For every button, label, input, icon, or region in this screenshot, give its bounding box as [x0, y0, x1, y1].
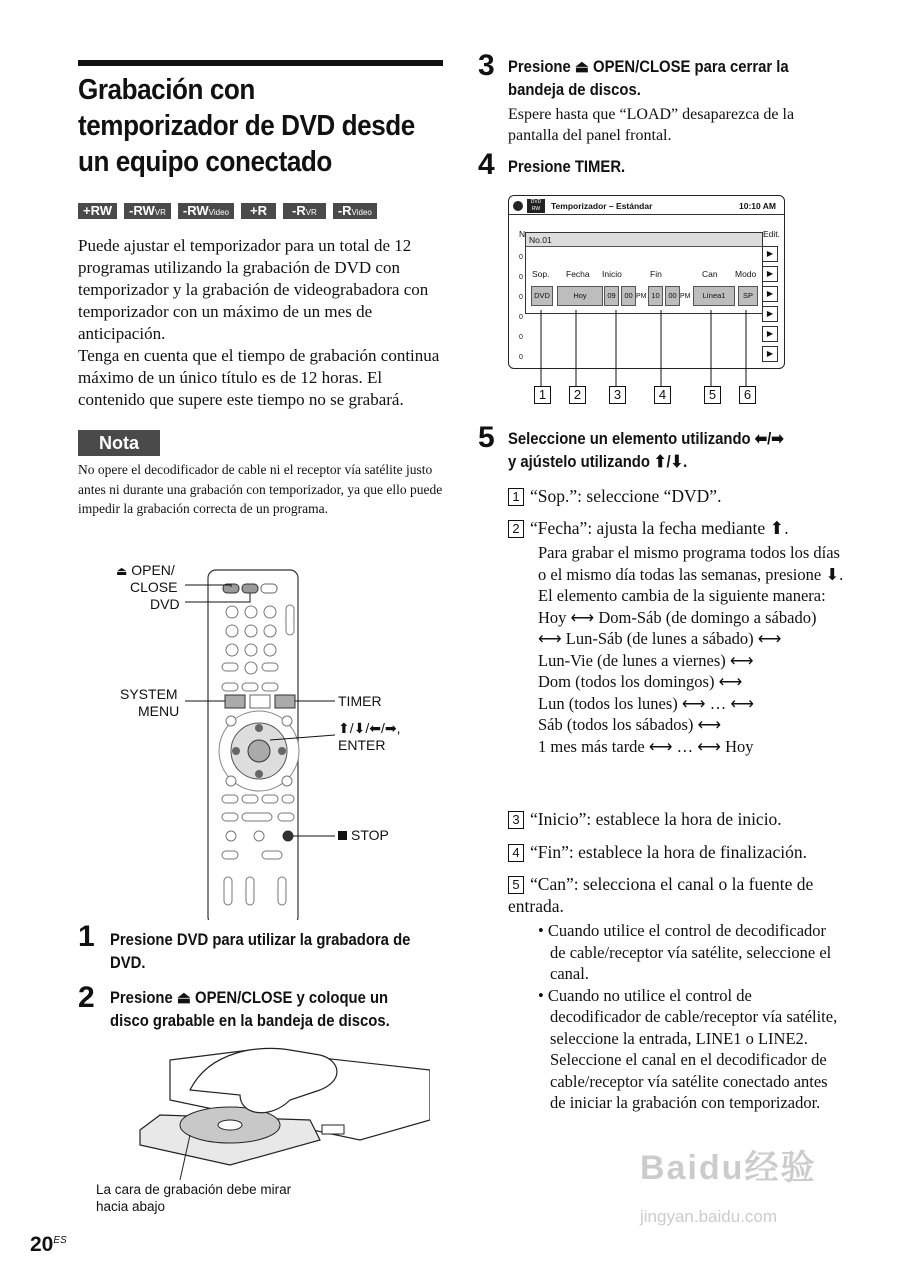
step-3-number: 3 [478, 49, 495, 82]
menu-label: MENU [138, 703, 180, 719]
step-4-number: 4 [478, 148, 495, 181]
note-label: Nota [78, 430, 160, 456]
badge-plus-rw: +RW [78, 203, 117, 219]
intro-paragraph-1: Puede ajustar el temporizador para un total de 12 programas utilizando la grabación de DVD con temporizador y la grabación de videograbadora con temporizador con un máximo de un mes de anticipación. [78, 236, 429, 343]
field-sop[interactable]: DVD [531, 286, 553, 306]
enter-label: ENTER [338, 737, 386, 753]
enter-button [248, 740, 270, 762]
row-markers: 0 0 0 0 0 0 [519, 254, 523, 361]
list-num-5: 5 [508, 876, 524, 894]
step-4-text: Presione TIMER. [508, 158, 626, 176]
up-arrow-button [255, 724, 263, 732]
list-num-3: 3 [508, 811, 524, 829]
screen-time: 10:10 AM [738, 201, 776, 211]
disc-caption: La cara de grabación debe mirar hacia abajo [96, 1182, 292, 1214]
step-5-number: 5 [478, 421, 495, 454]
eject-icon: ⏏ [116, 564, 128, 578]
callout-4: 4 [654, 386, 671, 404]
up-down-arrows-icon: ⬆/⬇. [654, 453, 688, 471]
list-item-2-details: Para grabar el mismo programa todos los días o el mismo día todas las semanas, presione ⬇. El elemento cambia de la siguiente manera: Hoy ⟷ Dom-Sáb (de domingo a sábado) ⟷ Lun-Sáb (de lunes a sábado) ⟷ Lun-Vie (de lunes a viernes) ⟷ Dom (todos los domingos) ⟷ Lun (todos los lunes) ⟷ … ⟷ Sáb (todos los sábados) ⟷ 1 mes más tarde ⟷ … ⟷ Hoy [538, 543, 844, 756]
header-sop: Sop. [532, 269, 550, 279]
badge-minus-r-video: -R Video [333, 203, 377, 219]
step-1-text: Presione DVD para utilizar la grabadora de DVD. [110, 931, 411, 972]
note-text: No opere el decodificador de cable ni el receptor vía satélite justo antes ni durante una grabación con temporizador, ya que ello puede impedir la grabación correcta de un programa. [78, 462, 443, 516]
dvd-button [242, 584, 258, 593]
disc-icon [513, 201, 523, 211]
stop-label: STOP [338, 827, 389, 844]
top-button-3 [261, 584, 277, 593]
field-inicio-minute[interactable]: 00 [621, 286, 636, 306]
row-arrow-6[interactable]: ▶ [762, 346, 778, 362]
list-item-2: 2 “Fecha”: ajusta la fecha mediante ⬆. [508, 517, 858, 539]
badge-plus-r: +R [241, 203, 276, 219]
down-arrow-button [255, 770, 263, 778]
list-num-1: 1 [508, 488, 524, 506]
callout-3: 3 [609, 386, 626, 404]
disc-format-badges [78, 203, 377, 219]
arrows-icons: ⬆/⬇/⬅/➡, [338, 720, 401, 736]
row-arrow-2[interactable]: ▶ [762, 266, 778, 282]
system-menu-button [225, 695, 245, 708]
bullet-2: • Cuando no utilice el control de decodificador de cable/receptor vía satélite, seleccione la entrada, LINE1 o LINE2. Seleccione el canal en el decodificador de cable/receptor vía satélite conectado antes de iniciar la grabación con temporizador. [538, 985, 838, 1112]
list-item-3: 3 “Inicio”: establece la hora de inicio. [508, 808, 858, 830]
row-arrow-5[interactable]: ▶ [762, 326, 778, 342]
title-line-1: Grabación con [78, 74, 255, 106]
pm-label-1: PM [636, 293, 647, 300]
intro-text [78, 235, 448, 411]
step-3-text: Presione ⏏ OPEN/CLOSE para cerrar la bandeja de discos. [508, 58, 789, 99]
badge-minus-r-vr: -R VR [283, 203, 326, 219]
header-can: Can [702, 269, 718, 279]
pm-label-2: PM [680, 293, 691, 300]
row-arrow-1[interactable]: ▶ [762, 246, 778, 262]
callout-5: 5 [704, 386, 721, 404]
list-num-2: 2 [508, 520, 524, 538]
step-5-text: Seleccione un elemento utilizando ⬅/➡ y ajústelo utilizando ⬆/⬇. [508, 430, 784, 471]
intro-paragraph-2: Tenga en cuenta que el tiempo de grabación continua máximo de un único título es de 12 horas. El contenido que supere este tiempo no se grabará. [78, 346, 440, 409]
page-number: $20^{ES}$ [30, 1233, 67, 1256]
left-arrow-button [232, 747, 240, 755]
list-item-4: 4 “Fin”: establece la hora de finalización. [508, 841, 858, 863]
header-fin: Fin [650, 269, 662, 279]
list-item-5: 5 “Can”: selecciona el canal o la fuente de entrada. [508, 874, 814, 916]
right-arrow-button [278, 747, 286, 755]
title-line-2: temporizador de DVD desde [78, 110, 415, 142]
left-right-arrows-icon: ⬅/➡ [754, 430, 784, 448]
arrows-label [338, 720, 400, 737]
header-modo: Modo [735, 269, 757, 279]
list-num-4: 4 [508, 844, 524, 862]
program-number: No.01 [529, 235, 552, 245]
field-can[interactable]: Línea1 [693, 286, 735, 306]
eject-icon: ⏏ [176, 989, 191, 1007]
title-rule [78, 60, 443, 66]
row-arrow-3[interactable]: ▶ [762, 286, 778, 302]
close-label: CLOSE [130, 579, 178, 595]
header-inicio: Inicio [602, 269, 622, 279]
step-3-body: Espere hasta que “LOAD” desaparezca de la pantalla del panel frontal. [508, 106, 795, 144]
page-title [78, 72, 458, 180]
open-close-label: ⏏ OPEN/ [116, 562, 175, 578]
badge-minus-rw-vr: -RW VR [124, 203, 171, 219]
dvd-label: DVD [150, 596, 180, 612]
list-item-5-bullets [538, 920, 843, 1114]
callout-1: 1 [534, 386, 551, 404]
callout-2: 2 [569, 386, 586, 404]
edit-label: Edit. [762, 229, 780, 239]
bullet-1: • Cuando utilice el control de decodificador de cable/receptor vía satélite, seleccione el canal. [538, 921, 832, 983]
down-arrow-icon: ⬇ [825, 564, 840, 584]
stop-button [283, 831, 293, 841]
step-2-number: 2 [78, 981, 95, 1014]
badge-minus-rw-video: -RW Video [178, 203, 234, 219]
timer-label: TIMER [338, 693, 382, 709]
watermark: Baidu经验 jingyan.baidu.com [640, 1149, 817, 1226]
callout-6: 6 [739, 386, 756, 404]
system-label: SYSTEM [120, 686, 178, 702]
eject-icon: ⏏ [574, 58, 589, 76]
up-arrow-icon: ⬆ [769, 518, 785, 538]
header-fecha: Fecha [566, 269, 590, 279]
callout-lines [508, 300, 788, 390]
title-line-3: un equipo conectado [78, 146, 332, 178]
list-item-1: 1 “Sop.”: seleccione “DVD”. [508, 485, 858, 507]
middle-button [250, 695, 270, 708]
step-1-number: 1 [78, 920, 95, 953]
field-inicio-hour[interactable]: 09 [604, 286, 619, 306]
field-modo[interactable]: SP [738, 286, 758, 306]
left-letter: N [519, 229, 526, 239]
timer-button [275, 695, 295, 708]
step-2-text: Presione ⏏ OPEN/CLOSE y coloque un disco grabable en la bandeja de discos. [110, 989, 390, 1030]
disc-tray-illustration [130, 1040, 430, 1180]
field-fecha[interactable]: Hoy [557, 286, 603, 306]
stop-icon [338, 831, 347, 840]
dvd-rw-icon: DVD RW [527, 199, 545, 213]
field-fin-hour[interactable]: 10 [648, 286, 663, 306]
screen-title: Temporizador – Estándar [551, 201, 653, 211]
field-fin-minute[interactable]: 00 [665, 286, 680, 306]
row-arrow-4[interactable]: ▶ [762, 306, 778, 322]
